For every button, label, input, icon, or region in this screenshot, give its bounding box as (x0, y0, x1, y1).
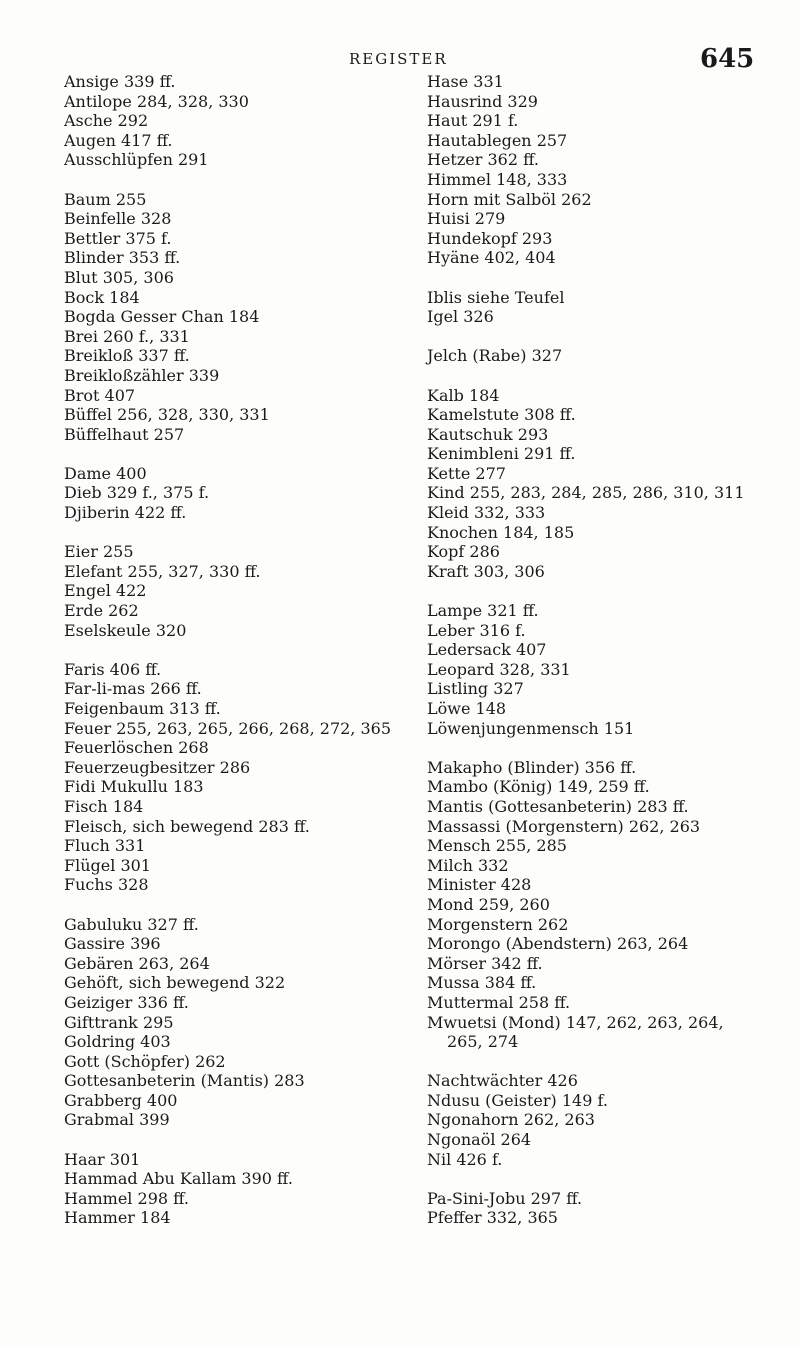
index-entry: Kenimbleni 291 ff. (427, 444, 576, 464)
index-entry: Haar 301 (64, 1149, 141, 1169)
letter-group-gap (64, 170, 394, 190)
index-entry: Elefant 255, 327, 330 ff. (64, 561, 261, 581)
index-entry: Himmel 148, 333 (427, 169, 568, 189)
index-entry: Breikloßzähler 339 (64, 365, 220, 385)
index-entry: Grabmal 399 (64, 1110, 170, 1130)
index-entry: Dame 400 (64, 463, 147, 483)
letter-group-gap (64, 1130, 394, 1150)
index-entry: Gottesanbeterin (Mantis) 283 (64, 1071, 305, 1091)
index-entry: Haut 291 f. (427, 111, 519, 131)
index-entry: Leopard 328, 331 (427, 659, 571, 679)
index-entry: Bogda Gesser Chan 184 (64, 307, 260, 327)
index-entry-continuation: 265, 274 (447, 1032, 519, 1052)
index-entry: Ngonaöl 264 (427, 1130, 532, 1150)
index-entry: Bock 184 (64, 287, 140, 307)
index-entry: Kopf 286 (427, 542, 500, 562)
letter-group-gap (427, 581, 795, 601)
index-entry: Minister 428 (427, 875, 532, 895)
index-entry: Eselskeule 320 (64, 620, 187, 640)
index-entry: Hautablegen 257 (427, 130, 568, 150)
index-entry: Gott (Schöpfer) 262 (64, 1051, 226, 1071)
index-entry: Kleid 332, 333 (427, 503, 546, 523)
index-entry: Eier 255 (64, 542, 134, 562)
index-entry: Mambo (König) 149, 259 ff. (427, 777, 650, 797)
index-entry: Blut 305, 306 (64, 267, 174, 287)
index-entry: Büffel 256, 328, 330, 331 (64, 405, 270, 425)
index-entry: Igel 326 (427, 307, 494, 327)
index-entry: Ausschlüpfen 291 (64, 150, 209, 170)
index-entry: Fuchs 328 (64, 875, 149, 895)
index-entry: Asche 292 (64, 111, 149, 131)
index-entry: Kamelstute 308 ff. (427, 405, 576, 425)
letter-group-gap (427, 327, 795, 347)
letter-group-gap (427, 1052, 795, 1072)
index-entry: Nachtwächter 426 (427, 1071, 578, 1091)
page-number: 645 (700, 44, 755, 74)
index-entry: Gassire 396 (64, 934, 161, 954)
index-entry: Mwuetsi (Mond) 147, 262, 263, 264, (427, 1012, 724, 1032)
index-entry: Hase 331 (427, 72, 504, 91)
index-entry: Pa-Sini-Jobu 297 ff. (427, 1188, 583, 1208)
index-entry: Gehöft, sich bewegend 322 (64, 973, 286, 993)
index-entry: Beinfelle 328 (64, 209, 172, 229)
index-entry: Ngonahorn 262, 263 (427, 1110, 595, 1130)
index-entry: Fidi Mukullu 183 (64, 777, 204, 797)
index-entry: Breikloß 337 ff. (64, 346, 190, 366)
index-entry: Ndusu (Geister) 149 f. (427, 1090, 608, 1110)
index-entry: Mantis (Gottesanbeterin) 283 ff. (427, 796, 689, 816)
index-entry: Feuerzeugbesitzer 286 (64, 757, 251, 777)
index-entry: Hetzer 362 ff. (427, 150, 539, 170)
letter-group-gap (64, 523, 394, 543)
letter-group-gap (427, 1169, 795, 1189)
index-entry: Milch 332 (427, 855, 509, 875)
index-entry: Mond 259, 260 (427, 894, 550, 914)
index-entry: Kautschuk 293 (427, 424, 549, 444)
page-header (0, 44, 800, 74)
index-entry: Lampe 321 ff. (427, 601, 539, 621)
index-entry: Hammel 298 ff. (64, 1188, 190, 1208)
letter-group-gap (64, 895, 394, 915)
index-entry: Far-li-mas 266 ff. (64, 679, 202, 699)
index-entry: Mörser 342 ff. (427, 953, 543, 973)
index-entry: Muttermal 258 ff. (427, 992, 571, 1012)
letter-group-gap (427, 268, 795, 288)
letter-group-gap (427, 738, 795, 758)
index-entry: Antilope 284, 328, 330 (64, 91, 249, 111)
index-entry: Goldring 403 (64, 1032, 171, 1052)
index-entry: Huisi 279 (427, 209, 506, 229)
index-entry: Feigenbaum 313 ff. (64, 699, 221, 718)
index-entry: Brei 260 f., 331 (64, 326, 190, 346)
index-entry: Djiberin 422 ff. (64, 503, 187, 523)
index-entry: Morongo (Abendstern) 263, 264 (427, 934, 689, 954)
letter-group-gap (64, 444, 394, 464)
index-entry: Feuer 255, 263, 265, 266, 268, 272, 365 (64, 718, 392, 738)
index-entry: Gebären 263, 264 (64, 953, 210, 973)
index-entry: Pfeffer 332, 365 (427, 1208, 558, 1228)
index-entry: Mussa 384 ff. (427, 973, 537, 993)
index-entry: Brot 407 (64, 385, 136, 405)
index-entry: Leber 316 f. (427, 620, 526, 640)
index-entry: Feuerlöschen 268 (64, 738, 209, 758)
index-entry: Hammer 184 (64, 1208, 171, 1228)
index-entry: Büffelhaut 257 (64, 424, 185, 444)
index-entry: Fisch 184 (64, 796, 144, 816)
index-entry: Gifttrank 295 (64, 1012, 174, 1032)
index-entry: Dieb 329 f., 375 f. (64, 483, 210, 503)
index-entry: Fleisch, sich bewegend 283 ff. (64, 816, 310, 836)
index-entry: Massassi (Morgenstern) 262, 263 (427, 816, 701, 836)
index-entry: Ansige 339 ff. (64, 72, 176, 91)
index-entry: Löwenjungenmensch 151 (427, 718, 635, 738)
index-entry: Augen 417 ff. (64, 130, 173, 150)
index-entry: Erde 262 (64, 601, 139, 621)
index-entry: Fluch 331 (64, 836, 146, 856)
index-entry: Hyäne 402, 404 (427, 248, 556, 268)
index-entry: Mensch 255, 285 (427, 836, 567, 856)
index-entry: Blinder 353 ff. (64, 248, 181, 268)
index-column-left (64, 72, 394, 1228)
index-entry: Kalb 184 (427, 385, 500, 405)
index-entry: Flügel 301 (64, 855, 151, 875)
index-entry: Baum 255 (64, 189, 147, 209)
index-entry: Kette 277 (427, 463, 506, 483)
index-entry: Makapho (Blinder) 356 ff. (427, 757, 637, 777)
index-column-right (427, 72, 795, 1228)
index-entry: Hundekopf 293 (427, 228, 553, 248)
index-entry: Gabuluku 327 ff. (64, 914, 199, 934)
index-entry: Morgenstern 262 (427, 914, 569, 934)
index-entry: Hausrind 329 (427, 91, 538, 111)
index-entry: Bettler 375 f. (64, 228, 172, 248)
index-entry: Grabberg 400 (64, 1090, 178, 1110)
index-entry: Kind 255, 283, 284, 285, 286, 310, 311 (427, 483, 745, 503)
index-entry: Engel 422 (64, 581, 147, 601)
running-title: REGISTER (349, 50, 448, 68)
index-entry: Ledersack 407 (427, 640, 547, 660)
index-entry: Geiziger 336 ff. (64, 992, 189, 1012)
index-entry: Horn mit Salböl 262 (427, 189, 592, 209)
index-entry: Löwe 148 (427, 699, 507, 718)
letter-group-gap (64, 640, 394, 660)
index-entry: Faris 406 ff. (64, 659, 162, 679)
index-entry: Listling 327 (427, 679, 524, 699)
index-entry: Knochen 184, 185 (427, 522, 575, 542)
index-entry: Iblis siehe Teufel (427, 287, 565, 307)
index-entry: Nil 426 f. (427, 1149, 503, 1169)
letter-group-gap (427, 366, 795, 386)
index-entry: Jelch (Rabe) 327 (427, 346, 563, 366)
index-entry: Kraft 303, 306 (427, 561, 545, 581)
index-entry: Hammad Abu Kallam 390 ff. (64, 1169, 293, 1189)
